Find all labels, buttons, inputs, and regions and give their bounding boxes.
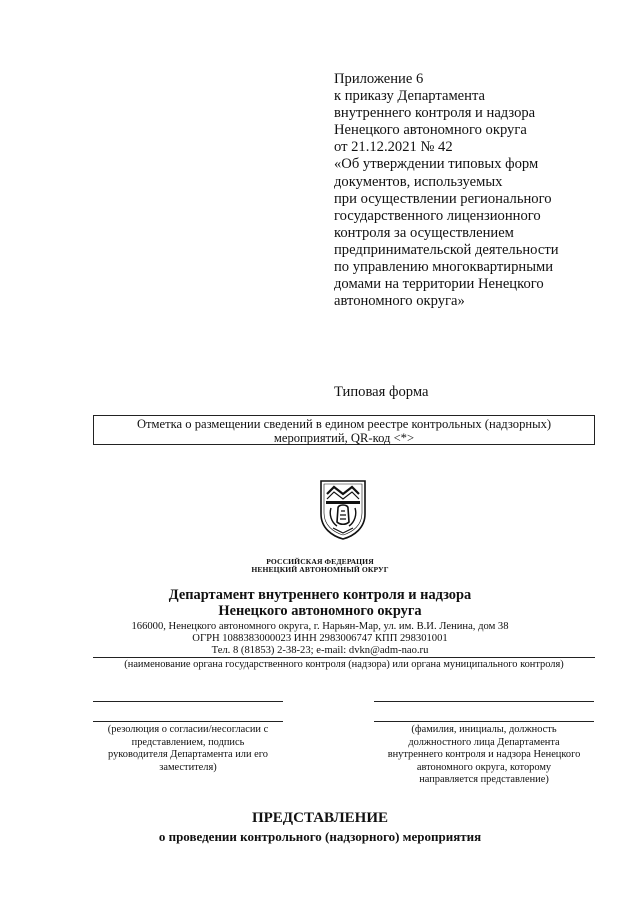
department-address: 166000, Ненецкого автономного округа, г. Нарьян-Мар, ул. им. В.И. Ленина, дом 38 [131,621,509,632]
appendix-line: внутреннего контроля и надзора [334,105,536,122]
department-contacts: Тел. 8 (81853) 2-38-23; e-mail: dvkn@adm-nao.ru [211,645,429,656]
appendix-line: предпринимательской деятельности [334,241,559,258]
qr-note-line2: мероприятий, QR-код <*> [273,431,415,445]
appendix-line: Приложение 6 [334,71,424,87]
appendix-line: домами на территории Ненецкого [334,276,544,293]
appendix-line: по управлению многоквартирными [334,259,554,276]
authority-underline [93,657,595,658]
appendix-line: к приказу Департамента [334,88,485,105]
form-type-label: Типовая форма [334,384,429,400]
appendix-line: государственного лицензионного [334,207,541,224]
resolution-caption-line: заместителя) [159,761,217,773]
official-line-upper [374,701,594,702]
qr-registry-box [93,415,595,445]
official-caption-line: (фамилия, инициалы, должность [411,724,557,735]
resolution-line-upper [93,701,283,702]
appendix-line: Ненецкого автономного округа [334,122,527,139]
appendix-block [334,71,604,310]
department-registration: ОГРН 1088383000023 ИНН 2983006747 КПП 298301001 [192,633,448,644]
document-subtitle: о проведении контрольного (надзорного) мероприятия [158,829,482,844]
resolution-caption-line: (резолюция о согласии/несогласии с [107,724,269,735]
appendix-line: при осуществлении регионального [334,190,552,207]
appendix-line: от 21.12.2021 № 42 [334,139,453,156]
document-title: ПРЕДСТАВЛЕНИЕ [251,810,389,826]
official-line-lower [374,721,594,722]
appendix-line: автономного округа» [334,293,465,310]
federation-label: РОССИЙСКАЯ ФЕДЕРАЦИЯ [266,557,374,566]
appendix-line: контроля за осуществлением [334,224,514,241]
department-name-line2: Ненецкого автономного округа [218,603,422,619]
appendix-line: документов, используемых [334,173,503,190]
official-caption-line: направляется представление) [419,774,549,786]
resolution-caption [78,724,298,774]
official-caption-line: автономного округа, которому [416,761,552,773]
region-label: НЕНЕЦКИЙ АВТОНОМНЫЙ ОКРУГ [251,565,389,574]
resolution-line-lower [93,721,283,722]
authority-caption: (наименование органа государственного контроля (надзора) или органа муниципального контроля) [124,659,564,670]
official-caption [366,724,602,787]
qr-note-line1: Отметка о размещении сведений в едином реестре контрольных (надзорных) [136,417,552,431]
resolution-caption-line: представлением, подпись [131,736,245,748]
department-name-line1: Департамент внутреннего контроля и надзора [168,587,472,603]
coat-of-arms-icon [318,478,368,541]
official-caption-line: внутреннего контроля и надзора Ненецкого [387,749,581,761]
resolution-caption-line: руководителя Департамента или его [108,749,268,761]
appendix-line: «Об утверждении типовых форм [334,156,539,173]
official-caption-line: должностного лица Департамента [408,736,560,748]
